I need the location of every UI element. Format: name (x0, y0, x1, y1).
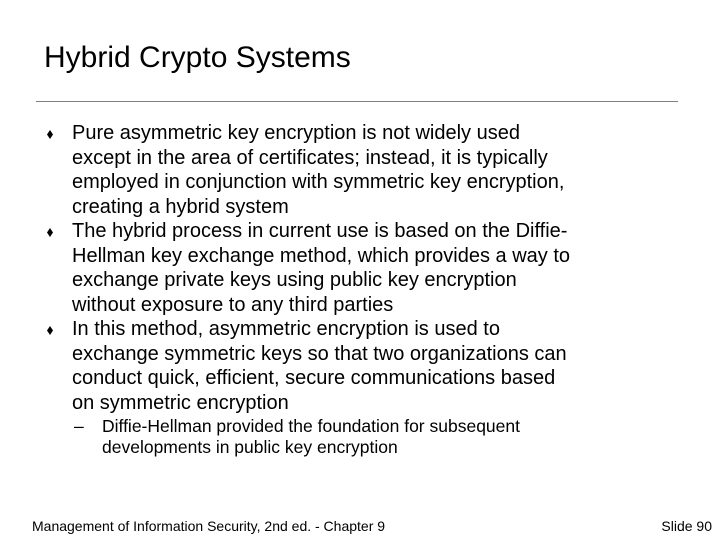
title-divider (36, 101, 678, 102)
bullet-line: Pure asymmetric key encryption is not widely used (72, 122, 520, 144)
diamond-bullet-icon (47, 326, 53, 335)
slide-title: Hybrid Crypto Systems (44, 41, 351, 74)
diamond-bullet-icon (47, 130, 53, 139)
bullet-line: employed in conjunction with symmetric key encryption, (72, 171, 565, 193)
footer-course-title: Management of Information Security, 2nd ed. - Chapter 9 (32, 518, 386, 534)
bullet-item (46, 317, 686, 415)
bullet-line: exchange private keys using public key encryption (72, 269, 517, 291)
sub-bullet (74, 416, 520, 458)
bullet-line: exchange symmetric keys so that two organizations can (72, 342, 567, 365)
bullet-list (46, 121, 686, 415)
bullet-line: conduct quick, efficient, secure communications based (72, 367, 556, 389)
bullet-line: Hellman key exchange method, which provides a way to (72, 244, 571, 267)
sub-bullet-line: developments in public key encryption (102, 437, 398, 457)
bullet-line: on symmetric encryption (72, 391, 289, 414)
footer-slide-number: Slide 90 (661, 518, 712, 534)
bullet-line: In this method, asymmetric encryption is used to (72, 318, 500, 340)
bullet-item (46, 219, 686, 317)
bullet-line: creating a hybrid system (72, 195, 289, 218)
bullet-item (46, 121, 686, 219)
dash-bullet: – (74, 416, 84, 436)
diamond-bullet-icon (47, 228, 53, 237)
bullet-line: except in the area of certificates; instead, it is typically (72, 146, 548, 169)
bullet-line: without exposure to any third parties (72, 293, 394, 316)
bullet-line: The hybrid process in current use is based on the Diffie- (72, 220, 568, 242)
sub-bullet-line: Diffie-Hellman provided the foundation for subsequent (102, 416, 520, 436)
